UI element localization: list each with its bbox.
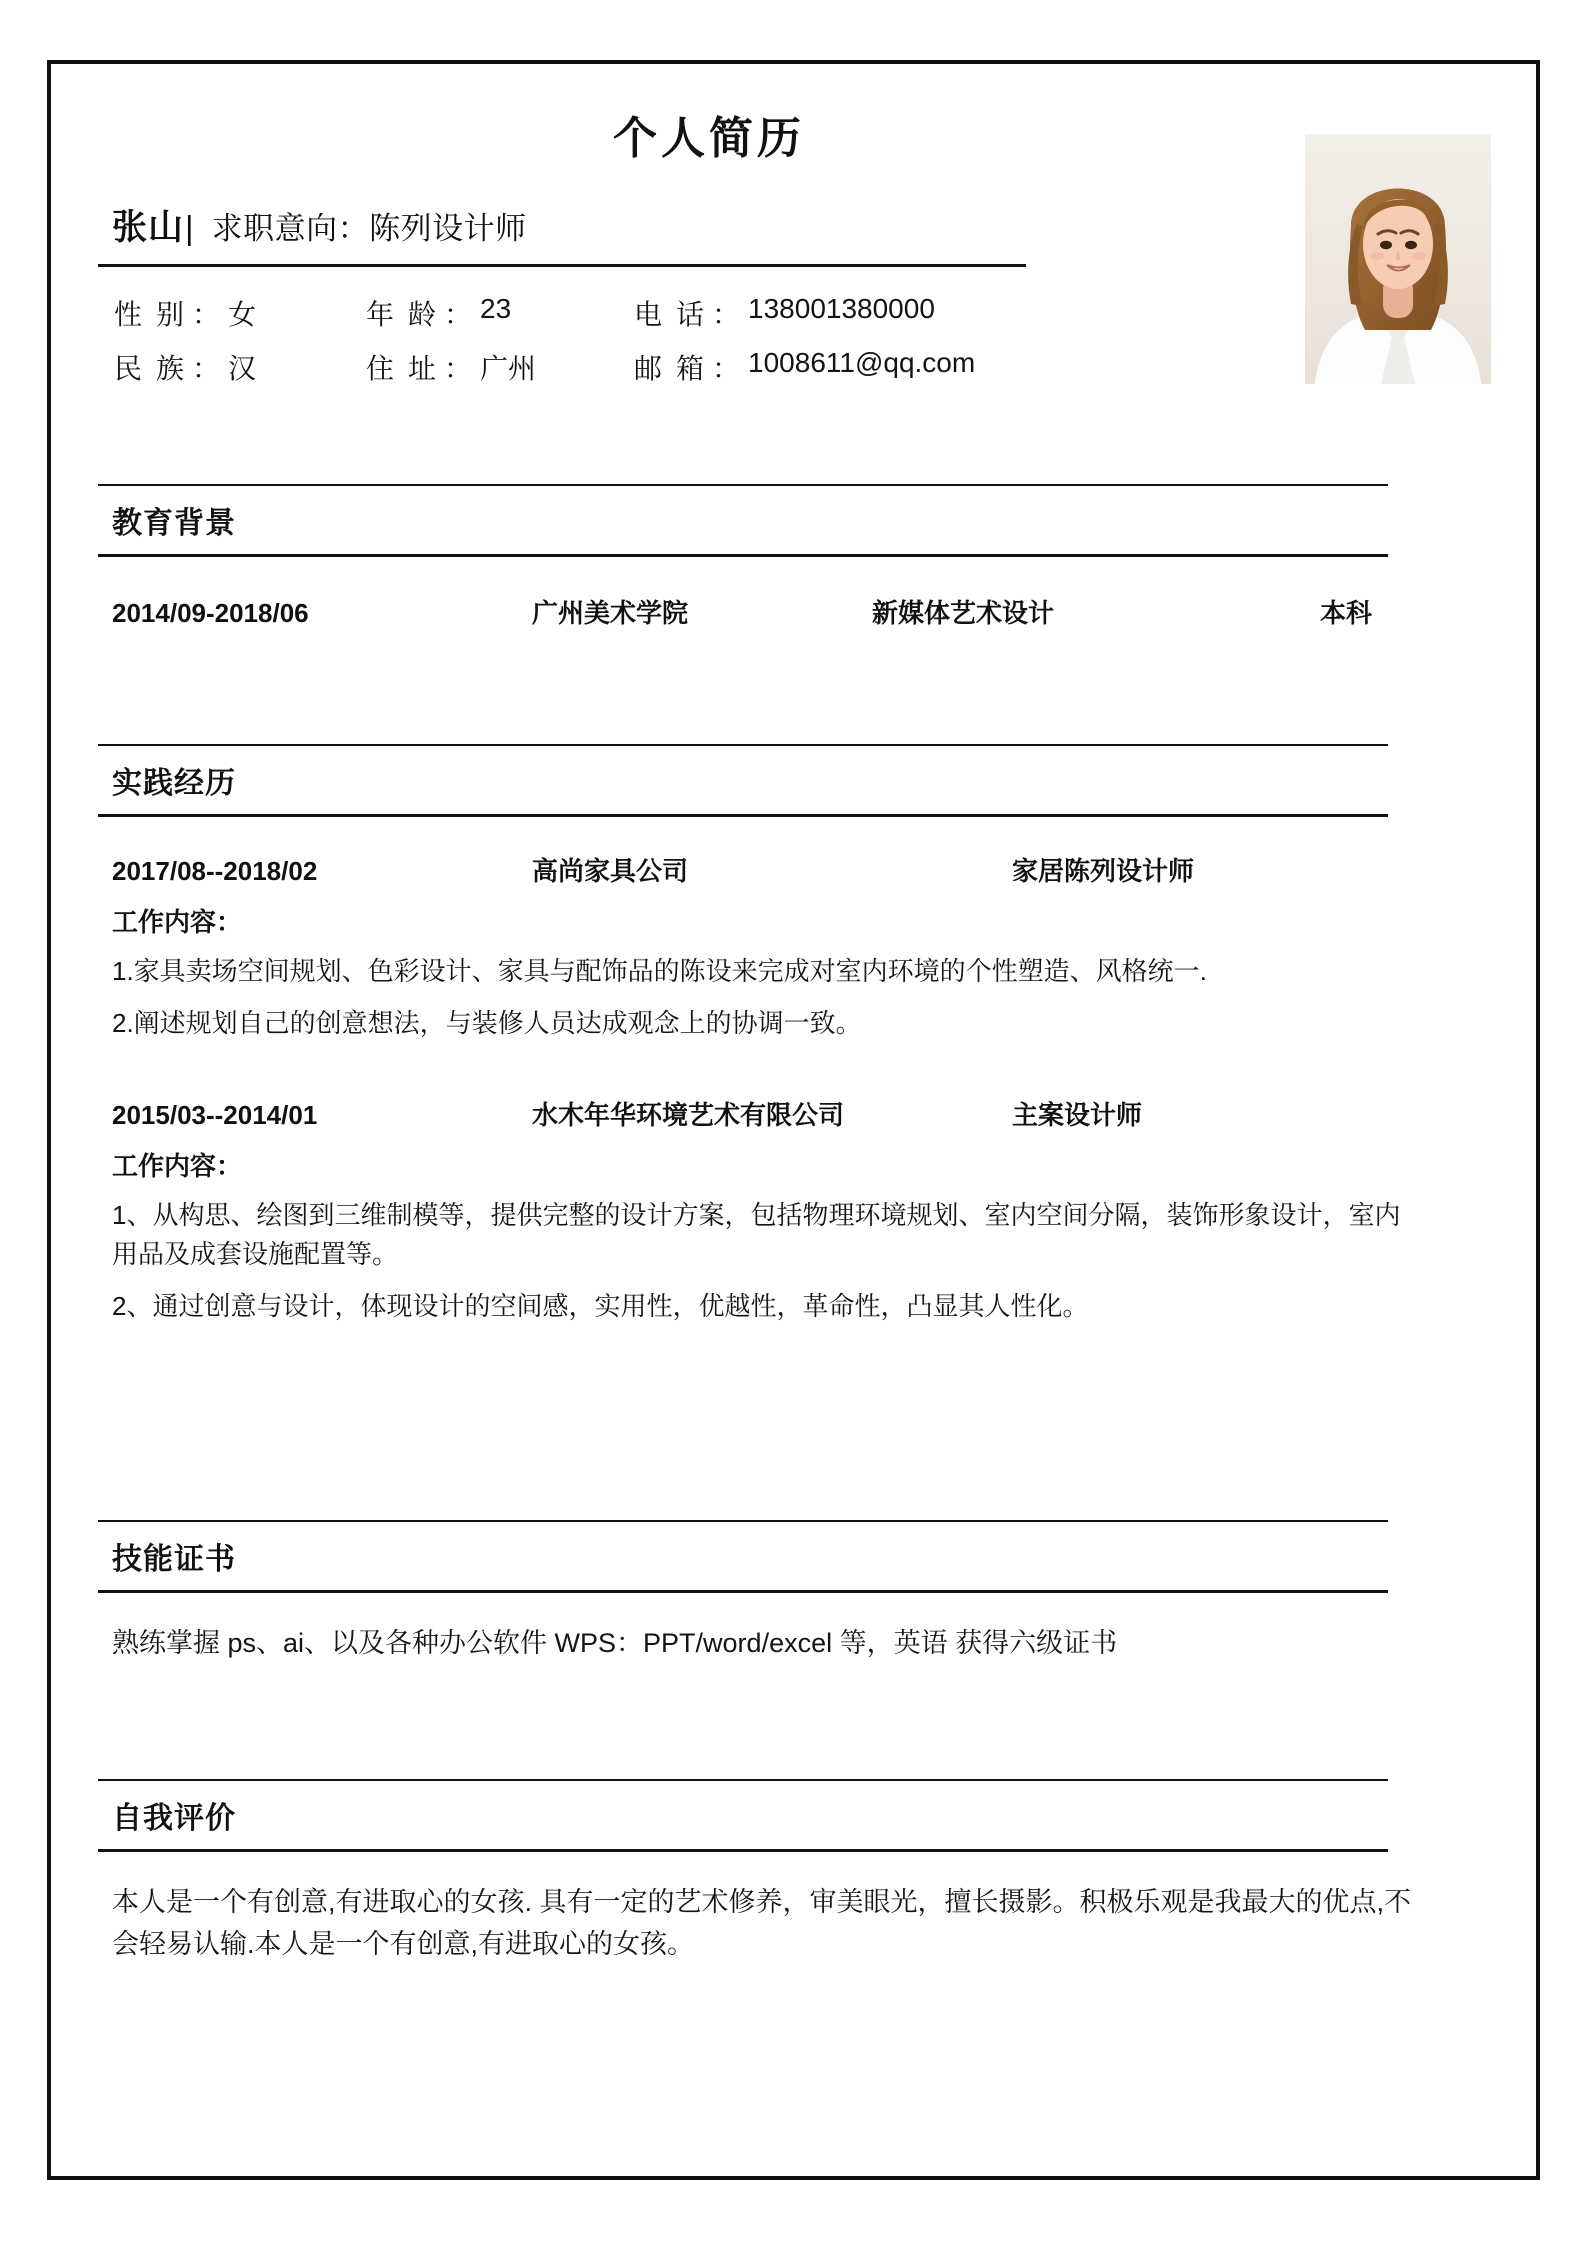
education-entry [98, 593, 1490, 630]
education-date: 2014/09-2018/06 [112, 598, 309, 628]
experience-duty-line: 1.家具卖场空间规划、色彩设计、家具与配饰品的陈设来完成对室内环境的个性塑造、风格统一. [112, 956, 1207, 986]
section-title-skills: 技能证书 [112, 1543, 236, 1576]
info-phone-label: 电话 [634, 299, 719, 330]
experience-date: 2017/08--2018/02 [112, 856, 318, 886]
section-title-education: 教育背景 [112, 507, 236, 540]
info-email [634, 347, 1034, 387]
self-evaluation-text: 本人是一个有创意,有进取心的女孩. 具有一定的艺术修养，审美眼光，擅长摄影。积极乐观是我最大的优点,不会轻易认输.本人是一个有创意,有进取心的女孩。 [112, 1886, 1412, 1959]
info-phone-separator: ： [712, 299, 741, 330]
section-education [98, 484, 1490, 630]
spacer [98, 1326, 1490, 1476]
info-ethnicity-separator: ： [192, 353, 221, 384]
experience-company: 水木年华环境艺术有限公司 [532, 1100, 845, 1130]
info-age-value: 23 [480, 293, 512, 324]
info-address-label: 住址 [366, 353, 451, 384]
info-email-value: 1008611@qq.com [748, 347, 976, 378]
section-rule-bottom [98, 1590, 1388, 1593]
skills-text: 熟练掌握 ps、ai、以及各种办公软件 WPS：PPT/word/excel 等，英语 获得六级证书 [112, 1628, 1118, 1658]
experience-duty-line: 2.阐述规划自己的创意想法，与装修人员达成观念上的协调一致。 [112, 1008, 862, 1038]
page-title: 个人简历 [613, 114, 805, 163]
personal-info-row [98, 347, 1038, 387]
section-rule-bottom [98, 1849, 1388, 1852]
spacer [98, 630, 1490, 700]
experience-role: 主案设计师 [1012, 1100, 1143, 1130]
section-self-evaluation [98, 1779, 1490, 1966]
info-email-label: 邮箱 [634, 353, 719, 384]
applicant-name: 张山 [112, 208, 185, 247]
name-row [98, 200, 1490, 250]
education-degree: 本科 [1319, 598, 1372, 628]
info-address-value: 广州 [480, 353, 537, 384]
experience-duties-label: 工作内容： [112, 1151, 243, 1181]
header-divider [98, 264, 1026, 267]
experience-duties-label: 工作内容： [112, 907, 243, 937]
info-gender-value: 女 [228, 299, 257, 330]
info-gender-separator: ： [192, 299, 221, 330]
info-phone [634, 293, 1034, 333]
experience-duty-line: 1、从构思、绘图到三维制模等，提供完整的设计方案，包括物理环境规划、室内空间分隔，装饰形象设计，室内用品及成套设施配置等。 [112, 1200, 1401, 1269]
info-gender-label: 性别 [114, 299, 199, 330]
spacer [98, 1665, 1490, 1735]
info-ethnicity-label: 民族 [114, 353, 199, 384]
resume-content [98, 80, 1490, 1966]
info-address-separator: ： [444, 353, 473, 384]
section-title-self-evaluation: 自我评价 [112, 1801, 236, 1835]
info-ethnicity [98, 347, 366, 387]
job-objective: 求职意向：陈列设计师 [211, 211, 527, 246]
section-skills [98, 1520, 1490, 1665]
experience-duty-line: 2、通过创意与设计，体现设计的空间感，实用性，优越性，革命性，凸显其人性化。 [112, 1291, 1089, 1321]
experience-date: 2015/03--2014/01 [112, 1100, 318, 1130]
photo-illustration [1305, 134, 1491, 384]
section-experience [98, 744, 1490, 1326]
experience-entry [98, 851, 1490, 1043]
info-phone-value: 138001380000 [748, 293, 935, 324]
experience-entry [98, 1095, 1490, 1326]
section-rule-bottom [98, 814, 1388, 817]
experience-company: 高尚家具公司 [532, 856, 689, 886]
info-ethnicity-value: 汉 [228, 353, 257, 384]
info-age-label: 年龄 [366, 299, 451, 330]
info-age-separator: ： [444, 299, 473, 330]
info-email-separator: ： [712, 353, 741, 384]
personal-info-grid [98, 293, 1038, 387]
education-major: 新媒体艺术设计 [872, 598, 1055, 628]
name-divider: | [185, 209, 194, 246]
section-rule-bottom [98, 554, 1388, 557]
header-section [98, 200, 1490, 440]
education-school: 广州美术学院 [532, 598, 689, 628]
info-age [366, 293, 634, 333]
personal-info-row [98, 293, 1038, 333]
experience-header [98, 851, 1490, 888]
section-title-experience: 实践经历 [112, 767, 236, 800]
experience-header [98, 1095, 1490, 1132]
info-address [366, 347, 634, 387]
avatar [1305, 134, 1491, 384]
info-gender [98, 293, 366, 333]
experience-role: 家居陈列设计师 [1012, 856, 1195, 886]
